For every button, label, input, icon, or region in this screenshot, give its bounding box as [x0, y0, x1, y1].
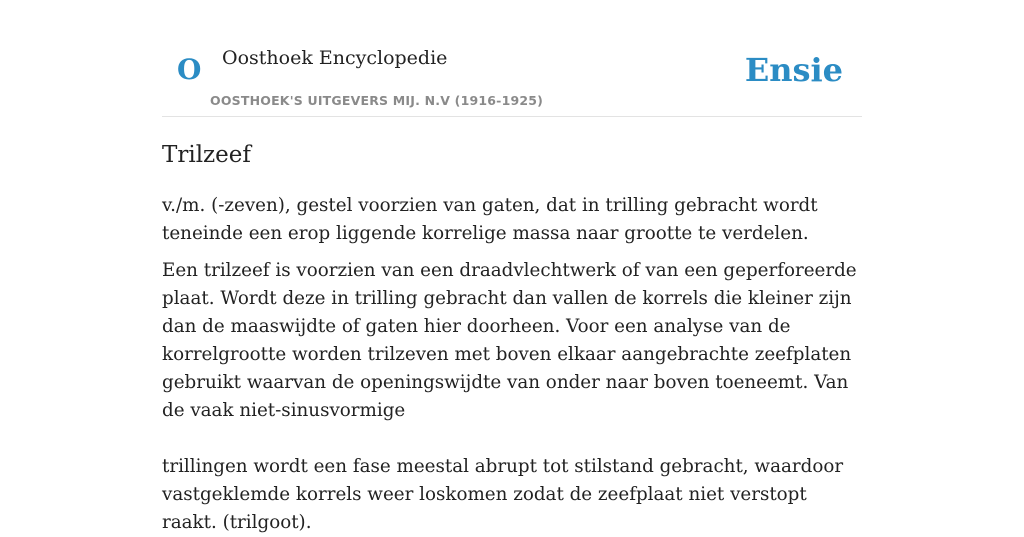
article-title: Trilzeef — [162, 142, 251, 168]
ensie-logo-link[interactable]: Ensie — [744, 51, 843, 89]
article-paragraph-description: Een trilzeef is voorzien van een draadvlechtwerk of van een geperforeerde plaat. Wordt deze in trilling gebracht dan vallen de korrels die kleiner zijn dan de maaswijdte of gaten hier doorheen. Voor een analyse van de korrelgrootte worden trilzeven met boven elkaar aangebrachte zeefplaten gebruikt waarvan de openingswijdte van onder naar boven toeneemt. Van de vaak niet-sinusvormige — [162, 260, 857, 421]
site-header — [162, 30, 862, 117]
publisher-label: OOSTHOEK'S UITGEVERS MIJ. N.V (1916-1925) — [210, 93, 544, 108]
encyclopedia-title-link[interactable]: Oosthoek Encyclopedie — [222, 47, 448, 69]
article-paragraph-continuation: trillingen wordt een fase meestal abrupt tot stilstand gebracht, waardoor vastgeklemde korrels weer loskomen zodat de zeefplaat niet verstopt raakt. (trilgoot). — [162, 456, 844, 533]
encyclopedia-logo[interactable]: O — [177, 53, 202, 86]
article-paragraph-definition: v./m. (-zeven), gestel voorzien van gaten, dat in trilling gebracht wordt teneinde een erop liggende korrelige massa naar grootte te verdelen. — [162, 195, 818, 244]
article-content — [162, 138, 862, 537]
